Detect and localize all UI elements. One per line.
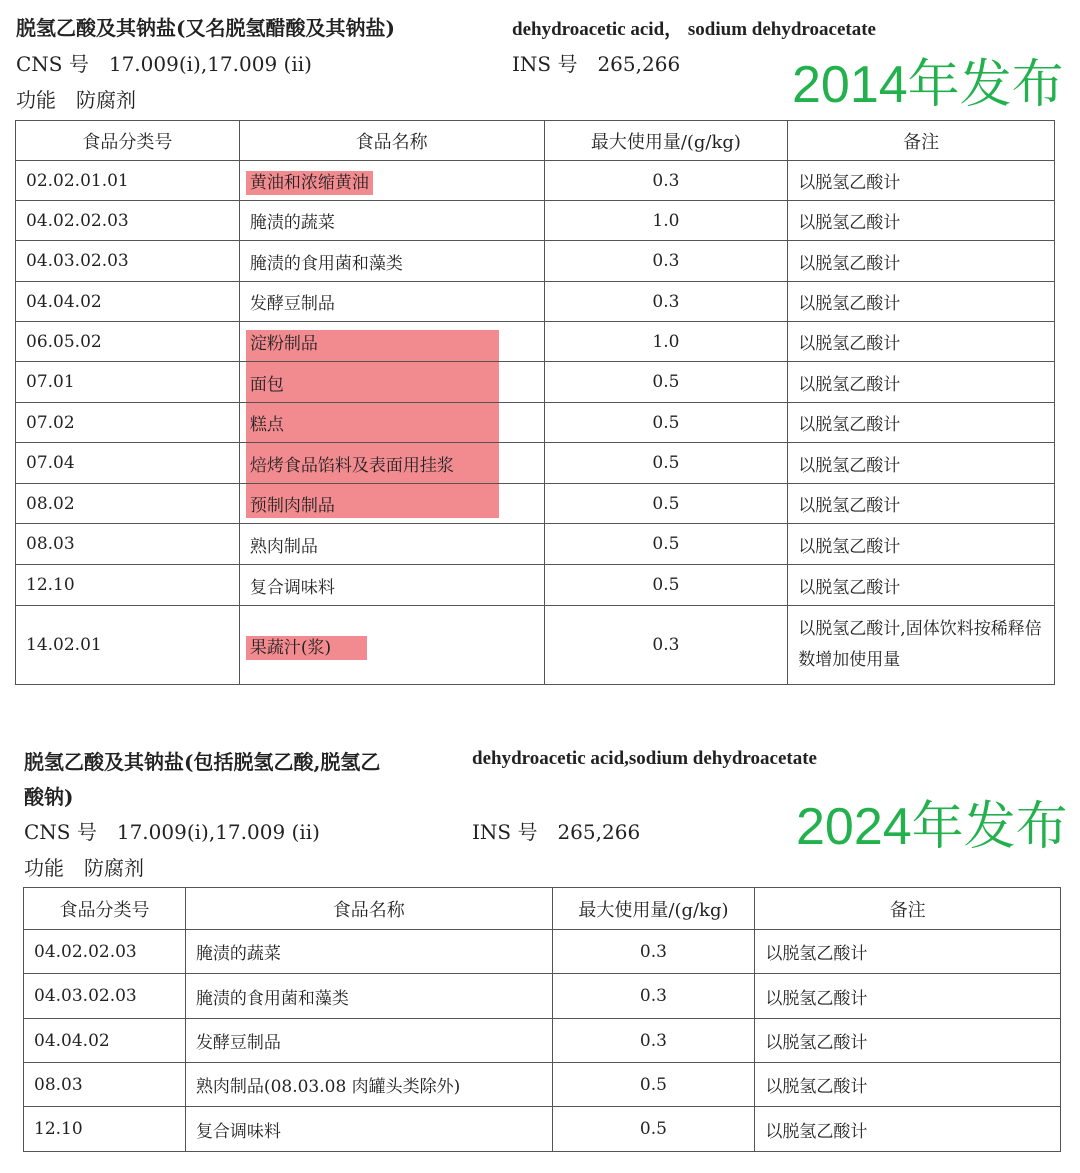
- usage-table-2014: [15, 120, 1055, 685]
- table-row: [16, 484, 1055, 524]
- cell-code: 08.03: [16, 524, 240, 565]
- cell-max: 0.3: [544, 241, 788, 282]
- header-max-usage: 最大使用量/(g/kg): [552, 888, 755, 930]
- cell-code: 04.04.02: [24, 1019, 186, 1063]
- table-row: [16, 403, 1055, 443]
- cell-name: 糕点: [239, 403, 544, 443]
- header-food-name: 食品名称: [185, 888, 552, 930]
- cell-note: 以脱氢乙酸计: [788, 443, 1055, 484]
- cell-name: 熟肉制品(08.03.08 肉罐头类除外): [185, 1063, 552, 1107]
- cell-code: 04.02.02.03: [24, 930, 186, 974]
- cell-max: 0.5: [544, 362, 788, 403]
- table-row: [16, 201, 1055, 241]
- release-stamp-2014: 2014年发布: [792, 56, 1064, 114]
- cell-name: 复合调味料: [239, 565, 544, 606]
- cell-max: 0.5: [552, 1063, 755, 1107]
- table-row: [16, 161, 1055, 201]
- header-food-name: 食品名称: [239, 121, 544, 161]
- title-en-2014: dehydroacetic acid， sodium dehydroacetate: [512, 19, 876, 40]
- cell-code: 12.10: [24, 1107, 186, 1152]
- cell-code: 08.02: [16, 484, 240, 524]
- cell-code: 14.02.01: [16, 606, 240, 685]
- cell-max: 0.3: [544, 282, 788, 322]
- cell-max: 0.5: [552, 1107, 755, 1152]
- header-max-usage: 最大使用量/(g/kg): [544, 121, 788, 161]
- cns-number-2024: CNS 号 17.009(i),17.009 (ii): [24, 820, 320, 844]
- cell-name: 发酵豆制品: [185, 1019, 552, 1063]
- cell-note: 以脱氢乙酸计: [788, 484, 1055, 524]
- cell-note: 以脱氢乙酸计: [755, 1063, 1061, 1107]
- cell-name: 腌渍的蔬菜: [185, 930, 552, 974]
- table-row: [24, 974, 1061, 1019]
- title-cn-2014: 脱氢乙酸及其钠盐(又名脱氢醋酸及其钠盐): [16, 16, 395, 40]
- header-note: 备注: [755, 888, 1061, 930]
- function-2024: 功能 防腐剂: [24, 856, 144, 880]
- highlighted-name: 黄油和浓缩黄油: [246, 171, 373, 195]
- cell-note: 以脱氢乙酸计: [755, 974, 1061, 1019]
- cell-note: 以脱氢乙酸计: [788, 201, 1055, 241]
- cell-note: 以脱氢乙酸计: [755, 930, 1061, 974]
- cell-note: 以脱氢乙酸计: [788, 322, 1055, 362]
- cell-code: 04.04.02: [16, 282, 240, 322]
- cell-note: 以脱氢乙酸计: [755, 1019, 1061, 1063]
- ins-number-2024: INS 号 265,266: [472, 820, 641, 844]
- cell-code: 04.03.02.03: [16, 241, 240, 282]
- cell-code: 07.04: [16, 443, 240, 484]
- cell-note: 以脱氢乙酸计: [788, 282, 1055, 322]
- cell-name: 面包: [239, 362, 544, 403]
- cell-max: 0.5: [544, 524, 788, 565]
- header-note: 备注: [788, 121, 1055, 161]
- title-cn-2024-line2: 酸钠): [24, 785, 74, 809]
- cell-name: 预制肉制品: [239, 484, 544, 524]
- cell-code: 04.03.02.03: [24, 974, 186, 1019]
- header-code: 食品分类号: [24, 888, 186, 930]
- section-2024: [0, 700, 1080, 1173]
- cell-code: 06.05.02: [16, 322, 240, 362]
- table-header-row: [24, 888, 1061, 930]
- table-row: [16, 282, 1055, 322]
- cell-note: 以脱氢乙酸计: [788, 241, 1055, 282]
- cell-name: 腌渍的蔬菜: [239, 201, 544, 241]
- table-row: [16, 565, 1055, 606]
- table-row: [24, 1019, 1061, 1063]
- header-code: 食品分类号: [16, 121, 240, 161]
- cell-max: 0.3: [544, 161, 788, 201]
- table-row: [16, 322, 1055, 362]
- cell-note: 以脱氢乙酸计,固体饮料按稀释倍数增加使用量: [788, 606, 1055, 685]
- cell-name: 腌渍的食用菌和藻类: [185, 974, 552, 1019]
- cell-max: 0.3: [552, 930, 755, 974]
- cell-name: 复合调味料: [185, 1107, 552, 1152]
- cns-number-2014: CNS 号 17.009(i),17.009 (ii): [16, 52, 312, 76]
- title-en-2024: dehydroacetic acid,sodium dehydroacetate: [472, 748, 817, 769]
- cell-note: 以脱氢乙酸计: [788, 524, 1055, 565]
- cell-max: 1.0: [544, 322, 788, 362]
- table-row: [16, 443, 1055, 484]
- function-2014: 功能 防腐剂: [16, 88, 136, 112]
- release-stamp-2024: 2024年发布: [796, 798, 1068, 856]
- table-row: [24, 930, 1061, 974]
- cell-max: 0.3: [544, 606, 788, 685]
- cell-max: 0.5: [544, 443, 788, 484]
- cell-max: 0.3: [552, 974, 755, 1019]
- cell-max: 0.3: [552, 1019, 755, 1063]
- cell-max: 0.5: [544, 565, 788, 606]
- cell-code: 12.10: [16, 565, 240, 606]
- title-cn-2024-line1: 脱氢乙酸及其钠盐(包括脱氢乙酸,脱氢乙: [24, 750, 381, 774]
- cell-max: 1.0: [544, 201, 788, 241]
- cell-max: 0.5: [544, 403, 788, 443]
- cell-code: 08.03: [24, 1063, 186, 1107]
- cell-code: 07.01: [16, 362, 240, 403]
- cell-name: 腌渍的食用菌和藻类: [239, 241, 544, 282]
- cell-name: 熟肉制品: [239, 524, 544, 565]
- cell-name: 焙烤食品馅料及表面用挂浆: [239, 443, 544, 484]
- cell-note: 以脱氢乙酸计: [788, 565, 1055, 606]
- table-row: [16, 241, 1055, 282]
- cell-code: 02.02.01.01: [16, 161, 240, 201]
- cell-note: 以脱氢乙酸计: [788, 161, 1055, 201]
- cell-note: 以脱氢乙酸计: [788, 403, 1055, 443]
- table-row: [16, 362, 1055, 403]
- ins-number-2014: INS 号 265,266: [512, 52, 681, 76]
- cell-max: 0.5: [544, 484, 788, 524]
- table-row: [16, 524, 1055, 565]
- cell-note: 以脱氢乙酸计: [755, 1107, 1061, 1152]
- table-header-row: [16, 121, 1055, 161]
- cell-name: [239, 606, 544, 685]
- cell-code: 07.02: [16, 403, 240, 443]
- highlighted-name: 果蔬汁(浆): [246, 636, 367, 660]
- cell-note: 以脱氢乙酸计: [788, 362, 1055, 403]
- cell-name: 淀粉制品: [239, 322, 544, 362]
- cell-name: 发酵豆制品: [239, 282, 544, 322]
- cell-name: [239, 161, 544, 201]
- table-row: [16, 606, 1055, 685]
- cell-code: 04.02.02.03: [16, 201, 240, 241]
- table-row: [24, 1063, 1061, 1107]
- table-row: [24, 1107, 1061, 1152]
- usage-table-2024: [23, 887, 1061, 1152]
